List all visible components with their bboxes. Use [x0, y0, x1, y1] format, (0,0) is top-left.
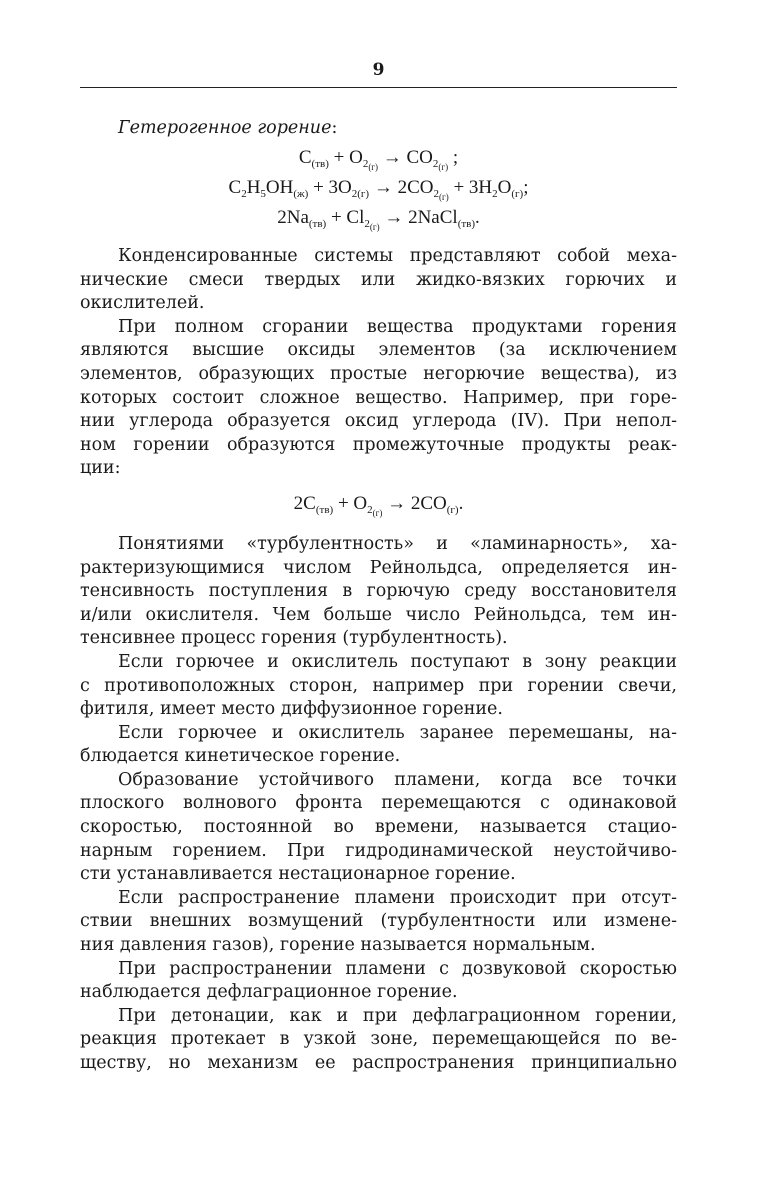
equation-subscript: 2: [241, 188, 247, 200]
equation-term: → CO: [378, 147, 433, 168]
equation-term: → 2CO: [369, 177, 434, 198]
text-line: тенсивнее процесс горения (турбулентность).: [80, 628, 508, 649]
equation-1: [80, 143, 677, 173]
text-line: При полном сгорании вещества продуктами горения: [118, 316, 677, 337]
spacer: [80, 525, 677, 533]
text-line: При детонации, как и при дефлаграционном горении,: [118, 1005, 677, 1026]
text-line: Понятиями «турбулентность» и «ламинарность», ха-: [118, 533, 677, 554]
equation-term: ;: [448, 147, 459, 168]
text-line: реакция протекает в узкой зоне, перемещающейся по ве-: [80, 1029, 677, 1050]
heading-text: Гетерогенное горение: [118, 118, 332, 138]
equation-sub-subscript: (г): [372, 507, 383, 518]
text-line: сти устанавливается нестационарное горение.: [80, 864, 516, 885]
text-line: которых состоит сложное вещество. Например, при горе-: [80, 387, 677, 408]
text-line: Если горючее и окислитель заранее перемешаны, на-: [118, 722, 677, 743]
equation-term: 2Na: [277, 207, 309, 228]
text-line: плоского волнового фронта перемещаются с одинаковой: [80, 793, 677, 814]
equation-subscript: 5: [260, 188, 266, 200]
equation-term: .: [458, 492, 464, 514]
text-line: тенсивность поступления в горючую среду восстановителя: [80, 581, 677, 602]
equation-subscript: (ж): [293, 188, 309, 200]
equation-subscript: (г): [446, 503, 459, 516]
page-number: 9: [372, 60, 385, 80]
equation-subscript: 2(г): [367, 503, 383, 518]
text-line: Образование устойчивого пламени, когда все точки: [118, 769, 677, 790]
text-line: нарным горением. При гидродинамической неустойчиво-: [80, 840, 677, 861]
equation-3: [80, 203, 677, 233]
equation-sub-subscript: (г): [438, 162, 449, 172]
equation-term: H: [246, 177, 261, 198]
text-line: ществу, но механизм ее распространения принципиально: [80, 1053, 677, 1073]
equation-subscript: 2(г): [362, 158, 378, 172]
equation-term: ;: [523, 177, 529, 198]
equation-2: [80, 173, 677, 203]
text-line: блюдается кинетическое горение.: [80, 746, 401, 767]
equation-subscript: (тв): [311, 158, 329, 170]
spacer: [80, 233, 677, 245]
text-line: фитиля, имеет место диффузионное горение.: [80, 699, 503, 720]
equation-subscript: 2(г): [433, 188, 449, 202]
equation-term: .: [475, 207, 480, 228]
equation-subscript: (тв): [457, 218, 476, 230]
equation-term: → 2NaCl: [379, 207, 458, 228]
text-line: нии углерода образуется оксид углерода (IV). При непол-: [80, 411, 677, 432]
equation-term: + O: [333, 492, 368, 514]
text-line: окислителей.: [80, 293, 205, 314]
equation-sub-subscript: (г): [369, 222, 380, 232]
text-line: нические смеси твердых или жидко-вязких горючих и: [80, 269, 677, 290]
header-rule: [80, 87, 677, 88]
equation-term: + O: [328, 147, 363, 168]
equation-term: 2C: [293, 492, 316, 514]
equation-subscript: (тв): [308, 218, 327, 230]
equation-subscript: 2(г): [432, 158, 449, 172]
text-line: скоростью, постоянной во времени, называется стацио-: [80, 817, 677, 838]
equation-term: + Cl: [326, 207, 365, 228]
equation-term: O: [497, 177, 512, 198]
equation-subscript: (тв): [315, 503, 334, 516]
equation-term: C: [228, 177, 242, 198]
text-line: элементов, образующих простые негорючие вещества), из: [80, 363, 677, 384]
equation-subscript: (г): [511, 188, 524, 200]
equation-subscript: 2(г): [351, 188, 370, 200]
text-line: Если горючее и окислитель поступают в зону реакции: [118, 651, 677, 672]
equation-term: OH: [265, 177, 294, 198]
text-line: и/или окислителя. Чем больше число Рейнольдса, тем ин-: [80, 604, 677, 625]
text-line: ном горении образуются промежуточные продукты реак-: [80, 434, 677, 455]
equation-subscript: 2(г): [364, 218, 380, 232]
text-line: являются высшие оксиды элементов (за исключением: [80, 340, 677, 361]
equation-sub-subscript: (г): [368, 162, 378, 172]
section-heading: [80, 117, 677, 143]
text-line: ния давления газов), горение называется нормальным.: [80, 935, 596, 956]
text-line: ствии внешних возмущений (турбулентности или измене-: [80, 911, 677, 932]
text-line: Если распространение пламени происходит при отсут-: [118, 887, 677, 908]
text-line: наблюдается дефлаграционное горение.: [80, 982, 458, 1003]
text-line: При распространении пламени с дозвуковой скоростью: [118, 958, 677, 979]
equation-term: → 2CO: [382, 492, 447, 514]
text-line: с противоположных сторон, например при горении свечи,: [80, 675, 677, 696]
equation-4: [80, 483, 677, 525]
text-line: рактеризующимися числом Рейнольдса, определяется ин-: [80, 557, 677, 578]
equation-subscript: 2: [492, 188, 498, 200]
text-line: ции:: [80, 458, 121, 479]
equation-sub-subscript: (г): [439, 192, 449, 202]
page-body: [80, 117, 677, 1076]
text-line: Конденсированные системы представляют собой меха-: [118, 246, 677, 266]
heading-colon: :: [331, 118, 338, 138]
equation-term: + 3H: [448, 177, 493, 198]
equation-term: C: [298, 147, 312, 168]
equation-term: + 3O: [308, 177, 352, 198]
